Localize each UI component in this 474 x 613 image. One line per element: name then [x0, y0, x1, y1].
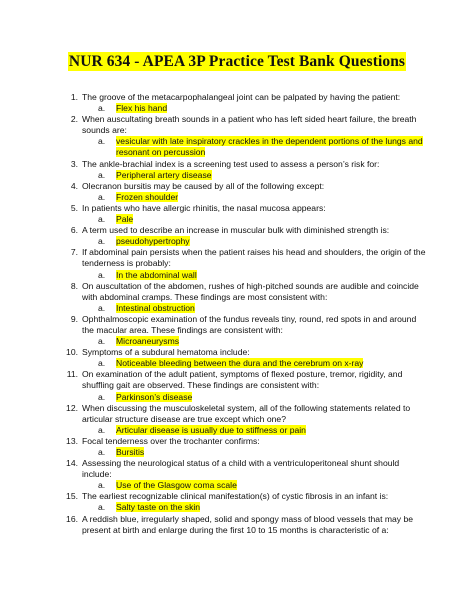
answer-letter: a. [98, 480, 106, 491]
answer-letter: a. [98, 302, 106, 313]
question-number: 14. [66, 458, 78, 469]
question-text: In patients who have allergic rhinitis, the nasal mucosa appears: [82, 202, 326, 213]
answer-text: Salty taste on the skin [116, 502, 201, 513]
answer-text: Peripheral artery disease [116, 169, 212, 180]
answer-letter: a. [98, 214, 106, 225]
answer-line [98, 480, 426, 491]
question-text: If abdominal pain persists when the patient raises his head and shoulders, the origin of the tenderness is probably: [82, 247, 426, 269]
document-title-wrap [0, 53, 474, 71]
answer-text: Noticeable bleeding between the dura and the cerebrum on x-ray [116, 358, 364, 369]
answer-line [98, 192, 426, 203]
answer-letter: a. [98, 424, 106, 435]
answer-line [98, 103, 426, 114]
answer-text: Frozen shoulder [116, 191, 179, 202]
answer-letter: a. [98, 447, 106, 457]
answer-line [98, 236, 426, 247]
answer-line [98, 425, 426, 436]
question-text: The groove of the metacarpophalangeal joint can be palpated by having the patient: [82, 92, 401, 102]
question-number: 5. [70, 202, 78, 213]
answer-line [98, 392, 426, 403]
answer-line [98, 447, 426, 458]
question-number: 3. [70, 158, 78, 169]
question-number: 13. [66, 435, 78, 446]
answer-text: In the abdominal wall [116, 269, 197, 280]
document-title: NUR 634 - APEA 3P Practice Test Bank Questions [68, 53, 406, 70]
answer-line [98, 336, 426, 347]
answer-letter: a. [98, 336, 106, 347]
question-number: 12. [66, 402, 78, 413]
answer-text: vesicular with late inspiratory crackles in the dependent portions of the lungs and resonant on percussion [116, 136, 423, 158]
question-item [0, 514, 474, 536]
question-number: 10. [66, 347, 78, 358]
answer-text: Pale [116, 214, 134, 225]
question-number: 1. [70, 92, 78, 102]
answer-line [98, 303, 426, 314]
answer-text: Articular disease is usually due to stiffness or pain [116, 424, 306, 435]
question-text: Symptoms of a subdural hematoma include: [82, 347, 250, 358]
answer-text: Intestinal obstruction [116, 302, 195, 313]
answer-text: Flex his hand [116, 103, 168, 114]
question-text: When discussing the musculoskeletal system, all of the following statements related to articular structure disease are true except which one? [82, 402, 411, 424]
question-text: Olecranon bursitis may be caused by all of the following except: [82, 180, 325, 191]
question-item [0, 369, 474, 402]
question-text: On auscultation of the abdomen, rushes of high-pitched sounds are audible and coincide with abdominal cramps. These findings are most consistent with: [82, 280, 419, 302]
question-text: On examination of the adult patient, symptoms of flexed posture, tremor, rigidity, and shuffling gait are observed. These findings are consistent with: [82, 369, 403, 391]
question-item [0, 458, 474, 491]
question-item [0, 203, 474, 225]
question-number: 7. [70, 247, 78, 258]
answer-line [98, 502, 426, 513]
answer-letter: a. [98, 169, 106, 180]
answer-line [98, 170, 426, 181]
answer-text: Bursitis [116, 447, 145, 457]
question-item [0, 491, 474, 513]
answer-text: Microaneurysms [116, 336, 180, 347]
question-number: 4. [70, 180, 78, 191]
question-item [0, 92, 474, 114]
answer-letter: a. [98, 236, 106, 247]
question-text: Ophthalmoscopic examination of the fundus reveals tiny, round, red spots in and around the macular area. These findings are consistent with: [82, 313, 417, 335]
question-text: The earliest recognizable clinical manifestation(s) of cystic fibrosis in an infant is: [82, 491, 389, 502]
answer-letter: a. [98, 103, 106, 114]
answer-line [98, 270, 426, 281]
question-number: 9. [70, 313, 78, 324]
question-item [0, 159, 474, 181]
answer-line [98, 358, 426, 369]
answer-letter: a. [98, 502, 106, 513]
question-item [0, 181, 474, 203]
question-item [0, 114, 474, 158]
question-number: 15. [66, 491, 78, 502]
answer-text: Parkinson’s disease [116, 391, 193, 402]
question-text: When auscultating breath sounds in a patient who has left sided heart failure, the breath sounds are: [82, 114, 417, 136]
answer-letter: a. [98, 191, 106, 202]
question-item [0, 314, 474, 347]
answer-letter: a. [98, 136, 106, 147]
question-item [0, 281, 474, 314]
question-list [0, 92, 474, 536]
answer-letter: a. [98, 391, 106, 402]
question-text: Assessing the neurological status of a child with a ventriculoperitoneal shunt should include: [82, 458, 400, 480]
question-number: 6. [70, 225, 78, 236]
question-number: 8. [70, 280, 78, 291]
question-item [0, 436, 474, 458]
answer-text: Use of the Glasgow coma scale [116, 480, 237, 491]
question-item [0, 347, 474, 369]
question-item [0, 225, 474, 247]
question-text: The ankle-brachial index is a screening test used to assess a person’s risk for: [82, 158, 380, 169]
answer-letter: a. [98, 269, 106, 280]
answer-line [98, 214, 426, 225]
answer-text: pseudohypertrophy [116, 236, 190, 247]
question-number: 11. [66, 369, 78, 380]
question-text: A reddish blue, irregularly shaped, solid and spongy mass of blood vessels that may be present at birth and enlarge during the first 10 to 15 months is characteristic of a: [82, 513, 414, 535]
question-item [0, 403, 474, 436]
question-number: 16. [66, 513, 78, 524]
answer-line [98, 136, 426, 158]
question-text: A term used to describe an increase in muscular bulk with diminished strength is: [82, 225, 390, 236]
answer-letter: a. [98, 358, 106, 369]
question-number: 2. [70, 114, 78, 125]
question-item [0, 247, 474, 280]
question-text: Focal tenderness over the trochanter confirms: [82, 435, 260, 446]
